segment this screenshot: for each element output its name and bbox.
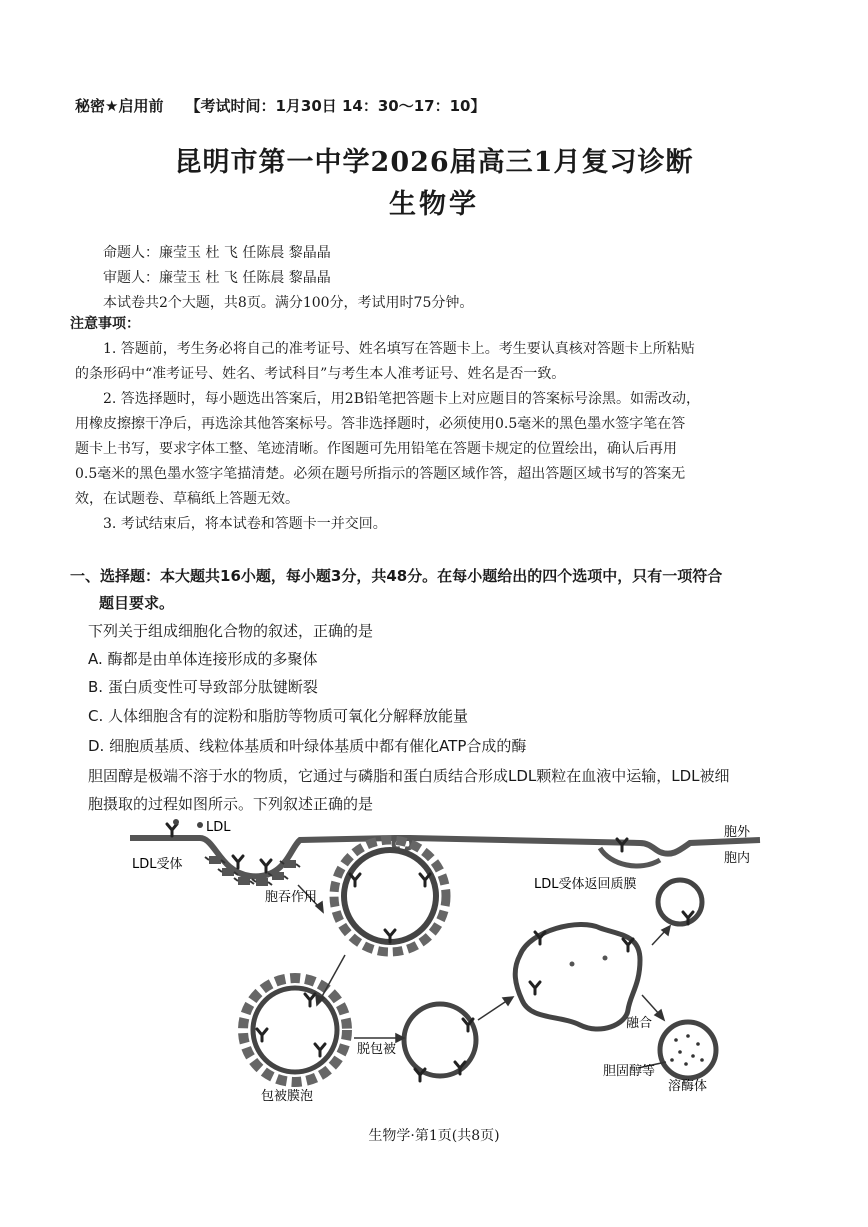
notice-line: 用橡皮擦擦干净后，再选涂其他答案标号。答非选择题时，必须使用0.5毫米的黑色墨水签字笔在答 [75,416,686,432]
notice-line: 2. 答选择题时，每小题选出答案后，用2B铅笔把答题卡上对应题目的答案标号涂黑。如需改动， [103,391,701,407]
endosome [515,924,640,1029]
label-endocytosis: 胞吞作用 [265,890,318,905]
notice-heading: 注意事项： [70,316,140,332]
section-heading: 一、选择题：本大题共16小题，每小题3分，共48分。在每小题给出的四个选项中，只有一项符合 [70,567,723,585]
question-2-stem: 胆固醇是极端不溶于水的物质，它通过与磷脂和蛋白质结合形成LDL颗粒在血液中运输，LDL被细 [88,767,730,785]
coated-vesicle [243,978,347,1082]
question-1-option-a: A. 酶都是由单体连接形成的多聚体 [88,650,318,668]
question-1-option-c: C. 人体细胞含有的淀粉和脂肪等物质可氧化分解释放能量 [88,707,469,725]
page-footer: 生物学·第1页(共8页) [368,1128,500,1144]
coated-pit [205,856,300,886]
authors: 命题人：廉莹玉 杜 飞 任陈晨 黎晶晶 [103,245,331,261]
exam-summary: 本试卷共2个大题，共8页。满分100分，考试用时75分钟。 [103,295,474,311]
notice-line: 的条形码中“准考证号、姓名、考试科目”与考生本人准考证号、姓名是否一致。 [75,366,566,382]
label-receptor-return: LDL受体返回质膜 [534,877,637,892]
notice-line: 1. 答题前，考生务必将自己的准考证号、姓名填写在答题卡上。考生要认真核对答题卡上所粘贴 [103,341,695,357]
question-2-stem-cont: 胞摄取的过程如图所示。下列叙述正确的是 [88,795,374,813]
question-1-option-b: B. 蛋白质变性可导致部分肽键断裂 [88,678,318,696]
label-uncoating: 脱包被 [357,1042,397,1057]
lysosome [660,1022,716,1078]
forming-vesicle [334,840,446,952]
question-1-option-d: D. 细胞质基质、线粒体基质和叶绿体基质中都有催化ATP合成的酶 [88,737,527,755]
label-ldl: LDL [206,820,231,835]
subject-title: 生物学 [389,189,479,220]
reviewers: 审题人：廉莹玉 杜 飞 任陈晨 黎晶晶 [103,270,331,286]
exam-title: 昆明市第一中学2026届高三1月复习诊断 [174,147,694,178]
label-cholesterol: 胆固醇等 [603,1064,656,1079]
section-heading-cont: 题目要求。 [99,594,175,612]
secret-mark: 秘密★启用前 [75,97,164,115]
notice-line: 题卡上书写，要求字体工整、笔迹清晰。作图题可先用铅笔在答题卡规定的位置绘出，确认后再用 [75,441,677,457]
label-fusion: 融合 [626,1016,653,1031]
label-extracellular: 胞外 [724,825,751,840]
label-coated-vesicle: 包被膜泡 [261,1089,314,1104]
notice-line: 3. 考试结束后，将本试卷和答题卡一并交回。 [103,516,387,532]
exam-time: 【考试时间：1月30日 14：30～17：10】 [185,97,486,115]
notice-line: 0.5毫米的黑色墨水签字笔描清楚。必须在题号所指示的答题区域作答，超出答题区域书写的答案无 [75,466,686,482]
question-1-stem: 下列关于组成细胞化合物的叙述，正确的是 [88,622,374,640]
recycling-vesicle [658,880,702,924]
label-lysosome: 溶酶体 [668,1079,708,1094]
label-ldl-receptor: LDL受体 [132,857,183,872]
notice-line: 效，在试题卷、草稿纸上答题无效。 [75,491,299,507]
label-intracellular: 胞内 [724,851,751,866]
uncoated-vesicle [404,1004,476,1081]
